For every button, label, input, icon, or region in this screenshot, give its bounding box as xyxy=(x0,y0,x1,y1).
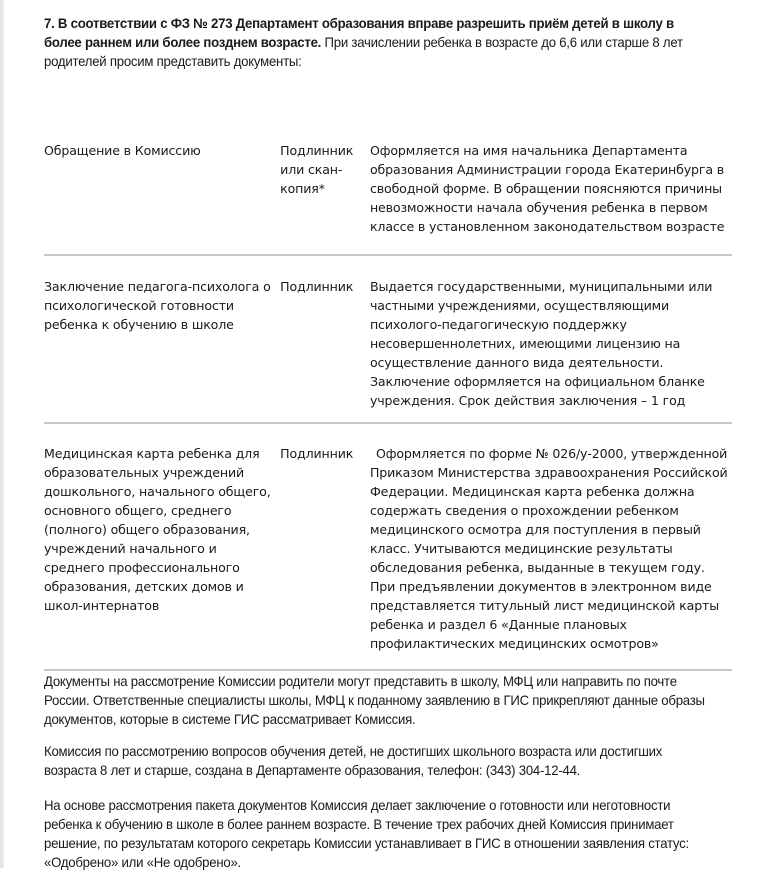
commission-contact-paragraph: Комиссия по рассмотрению вопросов обучения детей, не достигших школьного возраста или достигших возраста 8 лет и старше, создана в Департаменте образования, телефон: (343) 304-12-44. xyxy=(44,744,663,778)
table-row xyxy=(44,423,732,669)
document-form: Подлинник xyxy=(280,446,354,461)
documents-table xyxy=(44,133,732,671)
document-name: Заключение педагога-психолога о психологической готовности ребенка к обучению в школе xyxy=(44,279,271,332)
submission-paragraph: Документы на рассмотрение Комиссии родители могут представить в школу, МФЦ или направить по почте России. Ответственные специалисты школы, МФЦ к поданному заявлению в ГИС прикрепляют данные образы документов, которые в системе ГИС рассматривает Комиссия. xyxy=(44,674,705,727)
document-name: Медицинская карта ребенка для образовательных учреждений дошкольного, начального общего, основного общего, среднего (полного) общего образования, учреждений начального и среднего профессионального образования, детских домов и школ-интернатов xyxy=(44,446,271,613)
page-left-border xyxy=(0,0,4,868)
document-form: Подлинник xyxy=(280,279,354,294)
decision-paragraph: На основе рассмотрения пакета документов Комиссия делает заключение о готовности или неготовности ребенка к обучению в школе в более раннем возрасте. В течение трех рабочих дней Комиссия принимает решение, по результатам которого секретарь Комиссии устанавливает в ГИС в отношении заявления статус: «Одобрено» или «Не одобрено». xyxy=(44,798,689,870)
table-row xyxy=(44,255,732,422)
intro-bold-heading: 7. В соответствии с ФЗ № 273 Департамент образования вправе разрешить приём детей в школу в более раннем или более позднем возрасте. xyxy=(44,16,674,50)
document-form: Подлинник или скан-копия* xyxy=(280,143,354,196)
intro-paragraph xyxy=(44,14,713,71)
document-description: Оформляется на имя начальника Департамента образования Администрации города Екатеринбурга в свободной форме. В обращении поясняются причины невозможности начала обучения ребенка в первом классе в установленном законодательством возрасте xyxy=(369,143,725,234)
document-name: Обращение в Комиссию xyxy=(44,143,201,158)
row-divider xyxy=(44,669,732,670)
table-row xyxy=(44,133,732,254)
document-description: Оформляется по форме № 026/у-2000, утвержденной Приказом Министерства здравоохранения Российской Федерации. Медицинская карта ребенка должна содержать сведения о прохождении ребенком медицинского осмотра для поступления в первый класс. Учитываются медицинские результаты обследования ребенка, выданные в текущем году. При предъявлении документов в электронном виде представляется титульный лист медицинской карты ребенка и раздел 6 «Данные плановых профилактических медицинских осмотров» xyxy=(369,446,728,651)
intro-text: При зачислении ребенка в возрасте до 6,6 или старше 8 лет родителей просим представить документы: xyxy=(44,35,683,69)
document-description: Выдается государственными, муниципальными или частными учреждениями, осуществляющими психолого-педагогическую поддержку несовершеннолетних, имеющими лицензию на осуществление данного вида деятельности. Заключение оформляется на официальном бланке учреждения. Срок действия заключения – 1 год xyxy=(369,279,713,408)
